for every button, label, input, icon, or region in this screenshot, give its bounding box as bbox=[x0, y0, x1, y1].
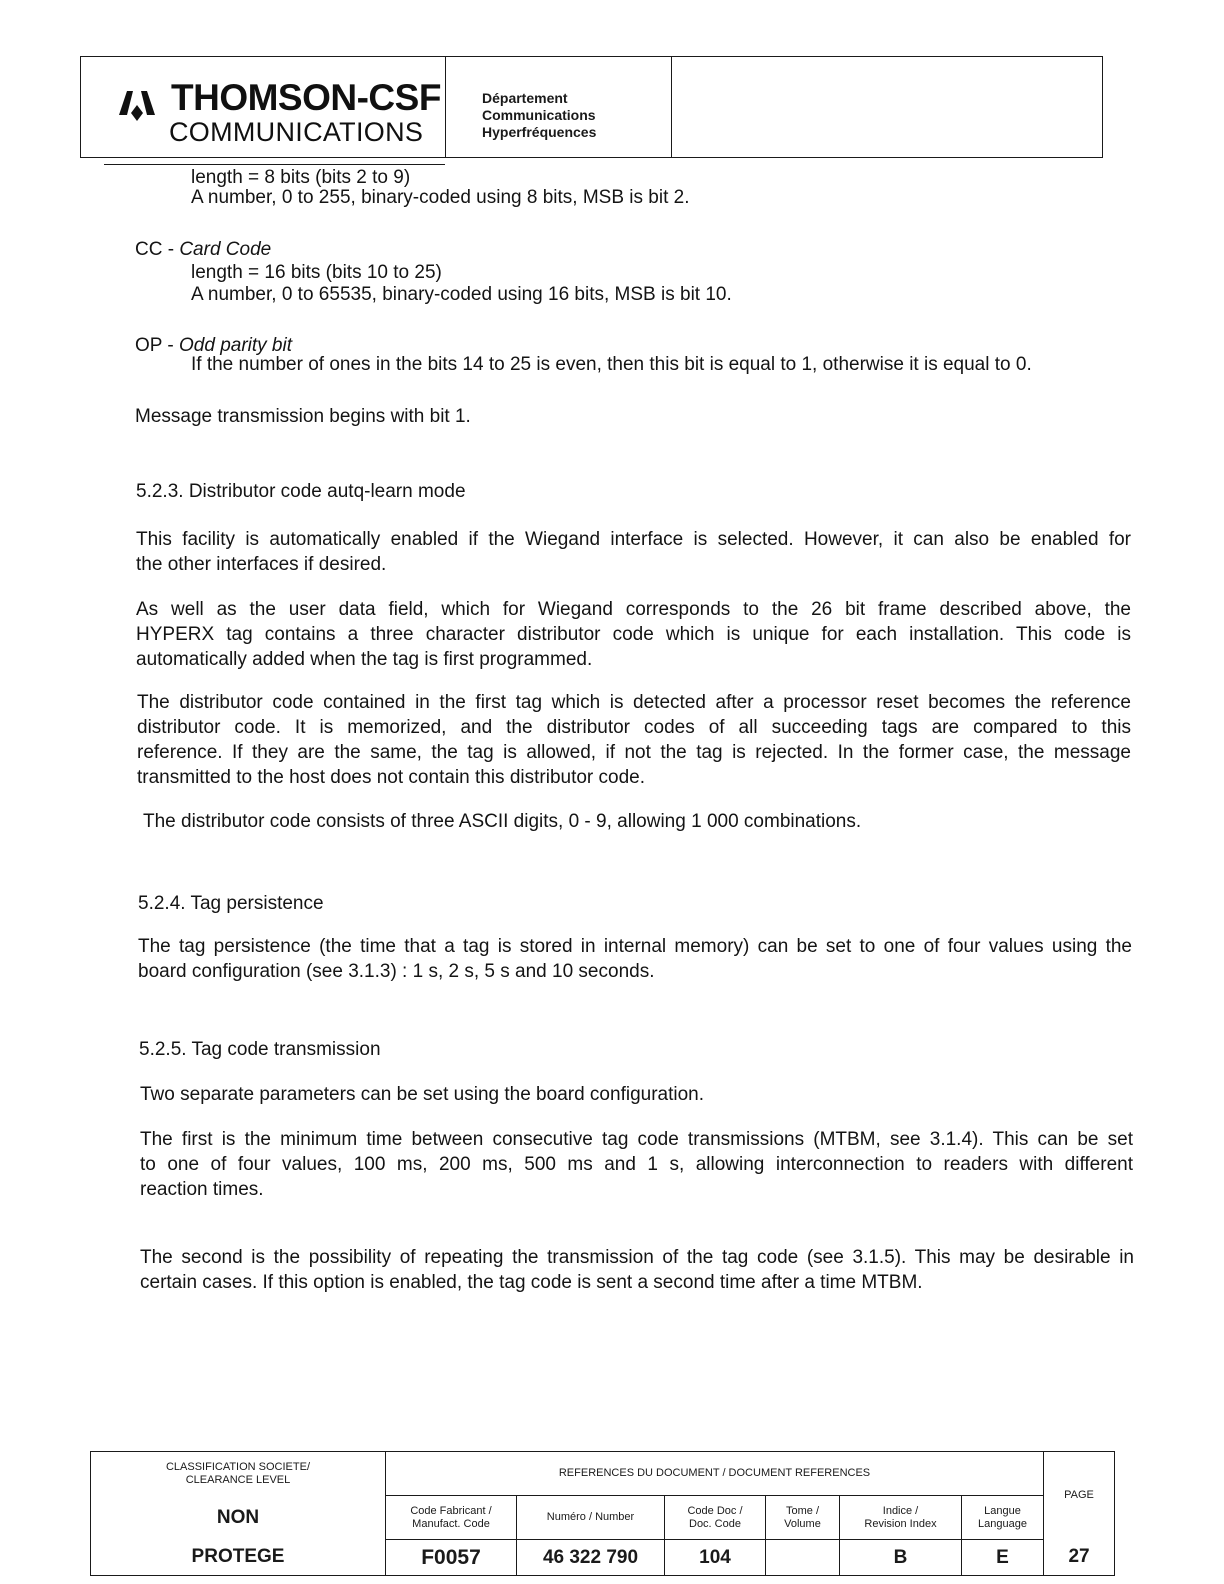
paragraph-tag-persistence bbox=[138, 934, 1132, 984]
language-value: E bbox=[962, 1540, 1044, 1576]
cc-heading bbox=[135, 238, 271, 262]
paragraph-line: The first is the minimum time between consecutive tag code transmissions (MTBM, see 3.1.4). This can be set bbox=[140, 1129, 1133, 1150]
column-label-line: Tome / bbox=[785, 1504, 819, 1517]
column-label-line: Code Doc / bbox=[687, 1504, 743, 1517]
length-line: length = 8 bits (bits 2 to 9) bbox=[191, 167, 411, 188]
paragraph-line: board configuration (see 3.1.3) : 1 s, 2 s, 5 s and 10 seconds. bbox=[138, 961, 655, 982]
classification-label-line: CLEARANCE LEVEL bbox=[185, 1473, 291, 1486]
revision-index-label bbox=[840, 1496, 962, 1540]
header-empty-cell bbox=[672, 57, 1102, 157]
column-label-line: Doc. Code bbox=[689, 1517, 741, 1530]
paragraph-reference-code bbox=[137, 690, 1131, 790]
op-description: If the number of ones in the bits 14 to 25 is even, then this bit is equal to 1, otherwise it is equal to 0. bbox=[191, 354, 1032, 375]
paragraph-line: The second is the possibility of repeating the transmission of the tag code (see 3.1.5). This may be desirable in bbox=[140, 1247, 1134, 1268]
paragraph-user-data bbox=[136, 597, 1131, 672]
cc-length-line: length = 16 bits (bits 10 to 25) bbox=[191, 262, 442, 283]
manufact-code-value: F0057 bbox=[386, 1540, 517, 1576]
column-label-line: Code Fabricant / bbox=[410, 1504, 492, 1517]
paragraph-line: reference. If they are the same, the tag is allowed, if not the tag is rejected. In the former case, the message bbox=[137, 742, 1131, 763]
classification-value-line1: NON bbox=[91, 1496, 386, 1540]
volume-value bbox=[766, 1540, 840, 1576]
department-line: Département bbox=[482, 90, 568, 106]
classification-label bbox=[91, 1452, 386, 1496]
section-heading-5-2-5: 5.2.5. Tag code transmission bbox=[139, 1039, 381, 1060]
page-label: PAGE bbox=[1044, 1452, 1115, 1540]
department-line: Hyperfréquences bbox=[482, 124, 597, 140]
manufact-code-label bbox=[386, 1496, 517, 1540]
column-label-line: Volume bbox=[784, 1517, 821, 1530]
paragraph-two-parameters: Two separate parameters can be set using the board configuration. bbox=[140, 1084, 705, 1105]
paragraph-line: the other interfaces if desired. bbox=[136, 554, 387, 575]
doc-code-label bbox=[665, 1496, 766, 1540]
page-number: 27 bbox=[1044, 1540, 1115, 1576]
op-prefix: OP - bbox=[135, 335, 179, 356]
column-label-line: Language bbox=[978, 1517, 1027, 1530]
logo-cell bbox=[81, 57, 446, 157]
paragraph-line: automatically added when the tag is first programmed. bbox=[136, 649, 593, 670]
paragraph-line: HYPERX tag contains a three character distributor code which is unique for each installation. This code is bbox=[136, 624, 1131, 645]
classification-label-line: CLASSIFICATION SOCIETE/ bbox=[165, 1460, 311, 1473]
department-line: Communications bbox=[482, 107, 596, 123]
document-references-table bbox=[90, 1451, 1115, 1576]
cc-prefix: CC - bbox=[135, 239, 180, 260]
paragraph-line: reaction times. bbox=[140, 1179, 264, 1200]
department-cell bbox=[446, 57, 672, 157]
section-heading-5-2-3: 5.2.3. Distributor code autq-learn mode bbox=[136, 481, 466, 502]
thomson-logo-icon bbox=[115, 83, 159, 127]
revision-index-value: B bbox=[840, 1540, 962, 1576]
column-label-line: Manufact. Code bbox=[412, 1517, 490, 1530]
paragraph-ascii-digits: The distributor code consists of three ASCII digits, 0 - 9, allowing 1 000 combinations. bbox=[143, 811, 862, 832]
document-header bbox=[80, 56, 1103, 158]
department-text bbox=[482, 90, 596, 141]
volume-label bbox=[766, 1496, 840, 1540]
column-label-line: Indice / bbox=[882, 1504, 919, 1517]
paragraph-autolearn-enable bbox=[136, 527, 1131, 577]
classification-value-line2: PROTEGE bbox=[91, 1540, 386, 1576]
paragraph-line: to one of four values, 100 ms, 200 ms, 500 ms and 1 s, allowing interconnection to readers with different bbox=[140, 1154, 1133, 1175]
paragraph-line: distributor code. It is memorized, and the distributor codes of all succeeding tags are compared to this bbox=[137, 717, 1131, 738]
document-footer bbox=[90, 1451, 1114, 1584]
message-transmission: Message transmission begins with bit 1. bbox=[135, 406, 471, 427]
paragraph-line: transmitted to the host does not contain this distributor code. bbox=[137, 767, 646, 788]
paragraph-line: The distributor code contained in the first tag which is detected after a processor reset becomes the reference bbox=[137, 692, 1131, 713]
column-label-line: Langue bbox=[984, 1504, 1021, 1517]
company-name: THOMSON-CSF bbox=[171, 77, 441, 118]
paragraph-repeat-transmission bbox=[140, 1245, 1134, 1295]
column-label-line: Numéro / Number bbox=[546, 1511, 635, 1523]
paragraph-line: As well as the user data field, which for Wiegand corresponds to the 26 bit frame described above, the bbox=[136, 599, 1131, 620]
cc-number-line: A number, 0 to 65535, binary-coded using 16 bits, MSB is bit 10. bbox=[191, 284, 732, 305]
paragraph-mtbm bbox=[140, 1127, 1133, 1202]
section-heading-5-2-4: 5.2.4. Tag persistence bbox=[138, 893, 324, 914]
paragraph-line: certain cases. If this option is enabled, the tag code is sent a second time after a time MTBM. bbox=[140, 1272, 923, 1293]
paragraph-line: This facility is automatically enabled if the Wiegand interface is selected. However, it can also be enabled for bbox=[136, 529, 1131, 550]
cc-name: Card Code bbox=[179, 239, 272, 260]
paragraph-line: The tag persistence (the time that a tag is stored in internal memory) can be set to one of four values using the bbox=[138, 936, 1132, 957]
column-label-line: Revision Index bbox=[864, 1517, 937, 1530]
doc-code-value: 104 bbox=[665, 1540, 766, 1576]
header-rule bbox=[104, 164, 445, 165]
number-line: A number, 0 to 255, binary-coded using 8 bits, MSB is bit 2. bbox=[191, 187, 690, 208]
number-label bbox=[517, 1496, 665, 1540]
op-name: Odd parity bit bbox=[179, 335, 292, 356]
company-division: COMMUNICATIONS bbox=[169, 117, 424, 147]
language-label bbox=[962, 1496, 1044, 1540]
references-label: REFERENCES DU DOCUMENT / DOCUMENT REFERENCES bbox=[386, 1452, 1044, 1496]
number-value: 46 322 790 bbox=[517, 1540, 665, 1576]
